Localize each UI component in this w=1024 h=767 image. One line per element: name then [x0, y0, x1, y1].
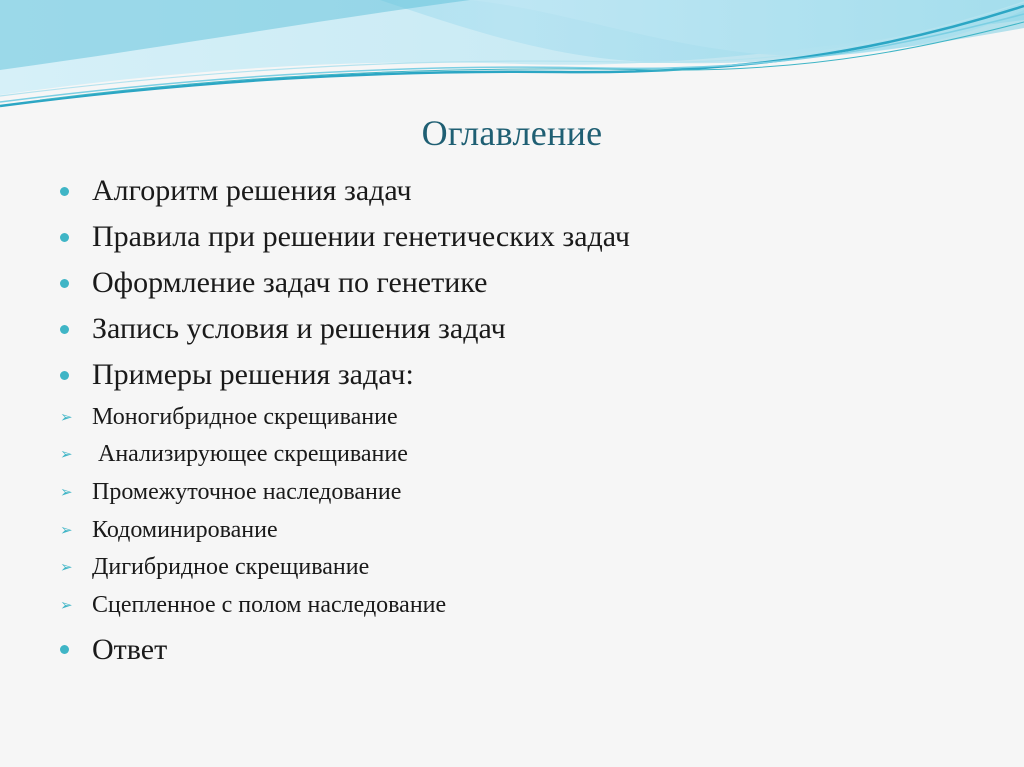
circle-bullet-icon: [60, 279, 69, 288]
arrowhead-bullet-icon: ➢: [60, 482, 73, 501]
toc-item-label: Примеры решения задач:: [92, 358, 414, 391]
toc-item: [60, 168, 630, 214]
header-wave-decoration: [0, 0, 1024, 120]
toc-subitem: [60, 436, 630, 474]
arrowhead-bullet-icon: ➢: [60, 558, 73, 577]
arrowhead-bullet-icon: ➢: [60, 445, 73, 464]
toc-item-label: Ответ: [92, 632, 168, 666]
toc-item-label: Алгоритм решения задач: [92, 174, 412, 207]
toc-subitem-label: Промежуточное наследование: [92, 478, 402, 505]
slide-title: Оглавление: [421, 113, 603, 153]
toc-item-label: Запись условия и решения задач: [92, 312, 506, 345]
toc-item-label: Правила при решении генетических задач: [92, 220, 630, 253]
toc-subitem-label: Моногибридное скрещивание: [92, 403, 398, 430]
toc-item: [60, 214, 630, 260]
arrowhead-bullet-icon: ➢: [60, 595, 73, 614]
circle-bullet-icon: [60, 187, 69, 196]
circle-bullet-icon: [60, 233, 69, 242]
toc-subitem-label: Дигибридное скрещивание: [92, 554, 370, 581]
circle-bullet-icon: [60, 325, 69, 334]
toc-item: [60, 627, 630, 673]
toc-item-label: Оформление задач по генетике: [92, 266, 488, 299]
toc-subitem: [60, 398, 630, 436]
toc-item: [60, 260, 630, 306]
toc-subitem-label: Анализирующее скрещивание: [92, 441, 408, 468]
toc-subitem: [60, 548, 630, 586]
toc-subitem: [60, 473, 630, 511]
toc-subitem: [60, 511, 630, 549]
toc-item: [60, 306, 630, 352]
toc-subitem-label: Сцепленное с полом наследование: [92, 591, 447, 618]
circle-bullet-icon: [60, 371, 69, 380]
table-of-contents: [60, 168, 630, 673]
toc-item: [60, 352, 630, 398]
arrowhead-bullet-icon: ➢: [60, 520, 73, 539]
toc-subitem: [60, 586, 630, 624]
toc-subitem-label: Кодоминирование: [92, 516, 278, 543]
arrowhead-bullet-icon: ➢: [60, 407, 73, 426]
circle-bullet-icon: [60, 645, 69, 654]
